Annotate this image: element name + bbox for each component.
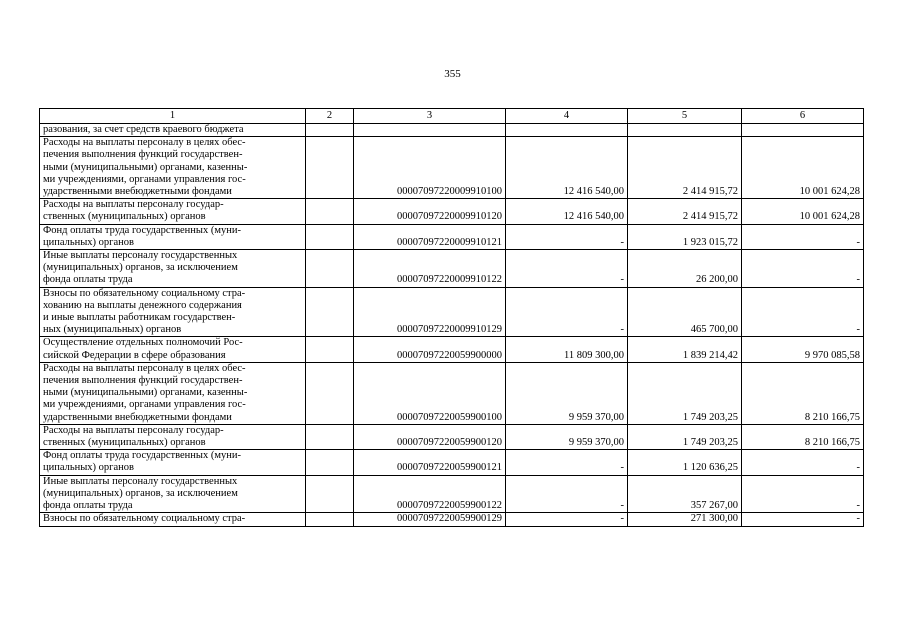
description-line: Иные выплаты персоналу государственных [43,250,238,262]
table-row [40,124,864,137]
cell-col2 [306,199,354,224]
cell-amount-col4: - [506,224,628,249]
description-line: ственных (муниципальных) органов [43,437,206,449]
column-header: 3 [354,109,506,124]
cell-amount-col5: 465 700,00 [628,287,742,337]
cell-amount-col5: 2 414 915,72 [628,137,742,199]
table-row [40,199,864,224]
column-header: 1 [40,109,306,124]
description-line: ными (муниципальными) органами, казенны- [43,161,248,173]
cell-code: 00007097220009910100 [354,137,506,199]
row-description [40,362,306,424]
table-row [40,450,864,475]
table-row [40,337,864,362]
cell-col2 [306,424,354,449]
description-line: Осуществление отдельных полномочий Рос- [43,337,243,349]
description-line: ми учреждениями, органами управления гос- [43,173,246,185]
row-description [40,124,306,137]
column-header: 4 [506,109,628,124]
cell-col2 [306,137,354,199]
cell-amount-col6: 8 210 166,75 [742,362,864,424]
cell-amount-col6: 9 970 085,58 [742,337,864,362]
cell-amount-col5: 1 749 203,25 [628,424,742,449]
cell-code: 00007097220009910122 [354,250,506,288]
cell-amount-col5: 1 839 214,42 [628,337,742,362]
cell-amount-col6: - [742,224,864,249]
cell-col2 [306,362,354,424]
description-line: Взносы по обязательному социальному стра- [43,287,246,299]
row-description [40,137,306,199]
cell-amount-col5 [628,124,742,137]
cell-amount-col5: 1 749 203,25 [628,362,742,424]
column-header: 6 [742,109,864,124]
row-description [40,287,306,337]
row-description [40,337,306,362]
description-line: (муниципальных) органов, за исключением [43,487,238,499]
description-line: печения выполнения функций государствен- [43,375,243,387]
description-line: ципальных) органов [43,462,134,474]
description-line: Расходы на выплаты персоналу государ- [43,199,224,211]
cell-code: 00007097220009910129 [354,287,506,337]
description-line: фонда оплаты труда [43,274,133,286]
cell-code: 00007097220059900120 [354,424,506,449]
description-line: Расходы на выплаты персоналу в целях обес- [43,362,246,374]
cell-col2 [306,337,354,362]
description-line: (муниципальных) органов, за исключением [43,262,238,274]
cell-code [354,124,506,137]
cell-code: 00007097220059900129 [354,513,506,526]
cell-code: 00007097220059900100 [354,362,506,424]
row-description [40,424,306,449]
cell-amount-col4: 12 416 540,00 [506,137,628,199]
cell-col2 [306,250,354,288]
description-line: ударственными внебюджетными фондами [43,186,232,198]
cell-amount-col4: 11 809 300,00 [506,337,628,362]
cell-amount-col6: - [742,513,864,526]
table-row [40,362,864,424]
description-line: ударственными внебюджетными фондами [43,411,232,423]
description-line: Расходы на выплаты персоналу государ- [43,424,224,436]
cell-col2 [306,475,354,513]
description-line: ми учреждениями, органами управления гос- [43,399,246,411]
description-line: разования, за счет средств краевого бюджета [43,124,244,135]
cell-code: 00007097220009910121 [354,224,506,249]
row-description [40,250,306,288]
cell-amount-col4: - [506,287,628,337]
cell-amount-col6: 10 001 624,28 [742,137,864,199]
description-line: Фонд оплаты труда государственных (муни- [43,450,241,462]
budget-table [39,108,864,527]
description-line: Взносы по обязательному социальному стра- [43,513,246,525]
cell-amount-col6: - [742,450,864,475]
description-line: Фонд оплаты труда государственных (муни- [43,224,241,236]
cell-amount-col4: 9 959 370,00 [506,362,628,424]
row-description [40,513,306,526]
table-row [40,424,864,449]
column-header: 5 [628,109,742,124]
description-line: ных (муниципальных) органов [43,324,182,336]
column-header: 2 [306,109,354,124]
cell-col2 [306,287,354,337]
cell-code: 00007097220059900122 [354,475,506,513]
cell-col2 [306,224,354,249]
cell-col2 [306,124,354,137]
cell-amount-col6: - [742,250,864,288]
description-line: хованию на выплаты денежного содержания [43,299,242,311]
row-description [40,450,306,475]
cell-amount-col5: 271 300,00 [628,513,742,526]
cell-amount-col5: 1 120 636,25 [628,450,742,475]
description-line: ципальных) органов [43,236,134,248]
row-description [40,199,306,224]
cell-amount-col5: 2 414 915,72 [628,199,742,224]
page-number: 355 [444,68,461,80]
cell-amount-col4: 12 416 540,00 [506,199,628,224]
cell-amount-col4: - [506,450,628,475]
description-line: сийской Федерации в сфере образования [43,349,226,361]
cell-amount-col5: 1 923 015,72 [628,224,742,249]
table-row [40,513,864,526]
row-description [40,475,306,513]
cell-code: 00007097220009910120 [354,199,506,224]
cell-amount-col6: - [742,475,864,513]
cell-amount-col6 [742,124,864,137]
cell-amount-col4 [506,124,628,137]
table-header-row [40,109,864,124]
row-description [40,224,306,249]
cell-code: 00007097220059900000 [354,337,506,362]
cell-col2 [306,513,354,526]
cell-amount-col4: - [506,250,628,288]
description-line: ственных (муниципальных) органов [43,211,206,223]
cell-col2 [306,450,354,475]
cell-amount-col4: - [506,513,628,526]
cell-amount-col6: - [742,287,864,337]
cell-amount-col6: 8 210 166,75 [742,424,864,449]
description-line: Иные выплаты персоналу государственных [43,475,238,487]
description-line: и иные выплаты работникам государствен- [43,312,236,324]
cell-amount-col4: - [506,475,628,513]
cell-amount-col4: 9 959 370,00 [506,424,628,449]
description-line: печения выполнения функций государствен- [43,149,243,161]
cell-code: 00007097220059900121 [354,450,506,475]
description-line: фонда оплаты труда [43,500,133,512]
table-row [40,287,864,337]
table-row [40,250,864,288]
description-line: Расходы на выплаты персоналу в целях обес- [43,137,246,149]
description-line: ными (муниципальными) органами, казенны- [43,387,248,399]
table-row [40,224,864,249]
cell-amount-col5: 26 200,00 [628,250,742,288]
cell-amount-col5: 357 267,00 [628,475,742,513]
table-row [40,475,864,513]
table-row [40,137,864,199]
cell-amount-col6: 10 001 624,28 [742,199,864,224]
